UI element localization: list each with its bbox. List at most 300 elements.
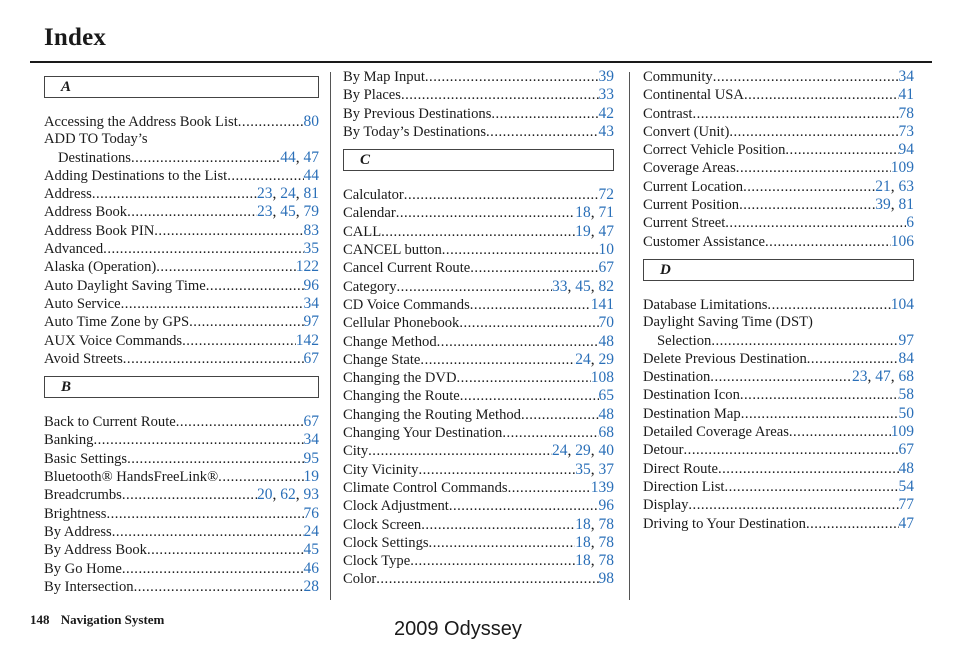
index-entry (643, 496, 914, 514)
page-link[interactable]: 48 (898, 459, 914, 477)
page-refs (899, 123, 915, 140)
section-letter-header: D (643, 259, 914, 281)
index-entry (44, 332, 319, 350)
page-refs (304, 523, 320, 540)
index-entry (44, 523, 319, 541)
index-entry (44, 258, 319, 276)
index-term: AUX Voice Commands (44, 332, 183, 349)
page-refs: 24, 29 (575, 350, 614, 368)
page-link[interactable]: 77 (898, 496, 914, 514)
page-refs (304, 578, 320, 595)
page-link[interactable]: 54 (898, 477, 914, 495)
page-link[interactable]: 109 (890, 159, 914, 177)
page-link[interactable]: 104 (890, 295, 914, 313)
page-link[interactable]: 21 (875, 177, 891, 195)
index-term: Changing the DVD (343, 370, 457, 387)
dot-leader (127, 204, 257, 221)
page-refs (591, 479, 614, 496)
page-refs (899, 86, 915, 103)
index-entry (44, 505, 319, 523)
page-link[interactable]: 95 (303, 449, 319, 467)
index-term: Community (643, 69, 713, 85)
index-term: Coverage Areas (643, 160, 736, 177)
dot-leader (789, 424, 891, 441)
watermark: 2009 Odyssey (394, 618, 522, 640)
index-entry (343, 406, 614, 424)
page-link[interactable]: 34 (898, 68, 914, 85)
dot-leader (437, 334, 599, 351)
page-refs (304, 413, 320, 430)
page-refs (304, 222, 320, 239)
index-entry (643, 123, 914, 141)
dot-leader (176, 414, 304, 431)
index-term: Auto Service (44, 295, 121, 312)
index-entry (343, 333, 614, 351)
index-entry (643, 178, 914, 196)
index-entry (343, 296, 614, 314)
index-entry (643, 405, 914, 423)
index-entry (44, 277, 319, 295)
index-term: CD Voice Commands (343, 296, 470, 313)
index-entry (343, 241, 614, 259)
page-link[interactable]: 19 (575, 222, 591, 240)
dot-leader (227, 168, 303, 185)
index-entry (343, 351, 614, 369)
index-entry (343, 552, 614, 570)
page-link[interactable]: 97 (898, 331, 914, 349)
index-term: Breadcrumbs (44, 487, 122, 504)
index-term: Address Book PIN (44, 222, 155, 239)
dot-leader (156, 259, 296, 276)
dot-leader (739, 197, 875, 214)
index-term: Changing the Route (343, 388, 460, 405)
page-link[interactable]: 48 (598, 332, 614, 350)
page-refs (599, 123, 615, 140)
index-entry (643, 478, 914, 496)
page-link[interactable]: 93 (303, 486, 319, 504)
page-link[interactable]: 73 (898, 122, 914, 140)
dot-leader (418, 462, 575, 479)
page-link[interactable]: 50 (898, 404, 914, 422)
page-refs (304, 277, 320, 294)
page-refs (304, 113, 320, 130)
page-link[interactable]: 18 (575, 552, 591, 570)
page-refs (599, 424, 615, 441)
page-link[interactable]: 65 (598, 387, 614, 405)
page-refs: 39, 81 (875, 196, 914, 214)
page-link[interactable]: 29 (598, 350, 614, 368)
page-link[interactable]: 39 (875, 196, 891, 214)
index-term: City (343, 443, 369, 460)
column-divider (330, 72, 331, 600)
page-refs (899, 105, 915, 122)
page-refs (599, 497, 615, 514)
index-term: Contrast (643, 105, 693, 122)
dot-leader (442, 242, 599, 259)
page-refs (599, 387, 615, 404)
page-link[interactable]: 19 (303, 468, 319, 486)
page-link[interactable]: 10 (598, 241, 614, 259)
index-term: Clock Screen (343, 516, 422, 533)
page-link[interactable]: 67 (303, 413, 319, 431)
dot-leader (692, 106, 898, 123)
column-divider (629, 72, 630, 600)
dot-leader (421, 517, 575, 534)
page-link[interactable]: 28 (303, 577, 319, 595)
index-term: Clock Adjustment (343, 498, 449, 515)
page-link[interactable]: 142 (295, 331, 319, 349)
index-term: Clock Settings (343, 534, 429, 551)
index-term: Banking (44, 432, 94, 449)
index-entry (44, 450, 319, 468)
page-link[interactable]: 122 (295, 258, 319, 276)
page-link[interactable]: 47 (598, 222, 614, 240)
dot-leader (93, 432, 303, 449)
page-refs (599, 186, 615, 203)
page-link[interactable]: 63 (898, 177, 914, 195)
page-link[interactable]: 96 (303, 276, 319, 294)
page-link[interactable]: 96 (598, 497, 614, 515)
page-link[interactable]: 18 (575, 533, 591, 551)
index-entry (44, 185, 319, 203)
dot-leader (713, 69, 899, 86)
page-refs: 18, 78 (575, 552, 614, 570)
index-entry (643, 68, 914, 86)
dot-leader (182, 333, 296, 350)
page-refs (899, 332, 915, 349)
page-link[interactable]: 97 (303, 313, 319, 331)
page-refs (304, 541, 320, 558)
index-term: By Go Home (44, 560, 122, 577)
index-term: Brightness (44, 505, 107, 522)
dot-leader (743, 179, 875, 196)
page-link[interactable]: 46 (303, 559, 319, 577)
dot-leader (122, 561, 304, 578)
index-term: Destination (643, 369, 711, 386)
index-term: Detailed Coverage Areas (643, 424, 789, 441)
dot-leader (368, 443, 552, 460)
index-term: Auto Daylight Saving Time (44, 277, 206, 294)
index-term: Address (44, 186, 92, 203)
page-refs (304, 431, 320, 448)
page-link[interactable]: 67 (303, 349, 319, 367)
page-link[interactable]: 20 (257, 486, 273, 504)
index-term: Destination Icon (643, 387, 740, 404)
page-refs (599, 314, 615, 331)
page-link[interactable]: 141 (590, 295, 614, 313)
page-link[interactable]: 76 (303, 504, 319, 522)
index-term: By Address Book (44, 542, 147, 559)
dot-leader (711, 333, 898, 350)
page-refs: 33, 45, 82 (552, 277, 614, 295)
page-link[interactable]: 47 (898, 514, 914, 532)
dot-leader (147, 542, 304, 559)
dot-leader (521, 407, 599, 424)
page-link[interactable]: 82 (598, 277, 614, 295)
page-link[interactable]: 39 (598, 68, 614, 85)
index-term: By Address (44, 523, 112, 540)
dot-leader (502, 425, 598, 442)
page-link[interactable]: 34 (303, 294, 319, 312)
page-link[interactable]: 62 (280, 486, 296, 504)
index-term: Driving to Your Destination (643, 515, 806, 532)
page-refs (891, 423, 914, 440)
page-link[interactable]: 45 (280, 203, 296, 221)
page-refs (899, 350, 915, 367)
index-term: Correct Vehicle Position (643, 142, 786, 159)
page-link[interactable]: 139 (590, 478, 614, 496)
dot-leader (459, 315, 598, 332)
index-entry (343, 424, 614, 442)
page-link[interactable]: 33 (552, 277, 568, 295)
index-entry (643, 159, 914, 177)
dot-leader (189, 314, 303, 331)
index-term: Current Location (643, 178, 744, 195)
index-entry (643, 423, 914, 441)
page-link[interactable]: 71 (598, 204, 614, 222)
index-term: Address Book (44, 204, 128, 221)
index-entry (343, 534, 614, 552)
page-link[interactable]: 47 (875, 368, 891, 386)
page-link[interactable]: 18 (575, 515, 591, 533)
index-term: Calendar (343, 205, 396, 222)
page-link[interactable]: 58 (898, 386, 914, 404)
page-refs: 24, 29, 40 (552, 442, 614, 460)
section-letter-header: B (44, 376, 319, 398)
title-rule (30, 61, 932, 63)
dot-leader (154, 223, 303, 240)
page-link[interactable]: 24 (280, 185, 296, 203)
page-refs (899, 460, 915, 477)
page-link[interactable]: 40 (598, 442, 614, 460)
page-link[interactable]: 84 (898, 349, 914, 367)
dot-leader (206, 278, 304, 295)
index-entry (643, 86, 914, 104)
page-link[interactable]: 78 (898, 104, 914, 122)
page-refs (599, 570, 615, 587)
index-entry (44, 413, 319, 431)
dot-leader (376, 571, 598, 588)
index-term: Back to Current Route (44, 414, 176, 431)
page-link[interactable]: 68 (898, 368, 914, 386)
page-link[interactable]: 81 (898, 196, 914, 214)
dot-leader (684, 442, 899, 459)
index-entry (44, 203, 319, 221)
index-entry (343, 123, 614, 141)
index-entry (44, 541, 319, 559)
index-entry (44, 240, 319, 258)
dot-leader (741, 406, 899, 423)
dot-leader (134, 579, 304, 596)
index-entry (44, 560, 319, 578)
index-entry (643, 214, 914, 232)
page-refs (296, 258, 319, 275)
page-link[interactable]: 83 (303, 221, 319, 239)
dot-leader (425, 69, 599, 86)
index-term: Auto Time Zone by GPS (44, 314, 190, 331)
page-footer (30, 612, 164, 628)
page-refs (899, 68, 915, 85)
index-term: Delete Previous Destination (643, 350, 807, 367)
page-refs (899, 386, 915, 403)
page-link[interactable]: 6 (906, 214, 914, 232)
page-refs: 20, 62, 93 (257, 486, 319, 504)
page-link[interactable]: 80 (303, 113, 319, 130)
index-term: Basic Settings (44, 450, 128, 467)
dot-leader (740, 387, 899, 404)
index-entry (44, 468, 319, 486)
index-entry (343, 516, 614, 534)
dot-leader (491, 106, 598, 123)
index-term: CANCEL button (343, 242, 442, 259)
page-link[interactable]: 44 (303, 166, 319, 184)
dot-leader (765, 234, 891, 251)
dot-leader (710, 369, 852, 386)
index-entry (643, 386, 914, 404)
index-column-3 (643, 68, 914, 533)
page-refs (891, 296, 914, 313)
page-refs (891, 233, 914, 250)
page-link[interactable]: 48 (598, 405, 614, 423)
index-entry (643, 350, 914, 368)
index-term: Daylight Saving Time (DST) (643, 314, 813, 331)
page-link[interactable]: 68 (598, 424, 614, 442)
index-term: Calculator (343, 187, 404, 204)
page-link[interactable]: 108 (590, 369, 614, 387)
index-term: Detour (643, 442, 684, 459)
page-link[interactable]: 45 (303, 541, 319, 559)
index-term: Convert (Unit) (643, 123, 730, 140)
index-term: Current Street (643, 215, 726, 232)
index-term: Destination Map (643, 405, 741, 422)
index-entry (343, 259, 614, 277)
dot-leader (718, 461, 899, 478)
dot-leader (729, 124, 898, 141)
index-entry (343, 461, 614, 479)
dot-leader (785, 142, 898, 159)
index-term: By Today’s Destinations (343, 123, 487, 140)
dot-leader (457, 370, 591, 387)
page-refs (304, 240, 320, 257)
page-link[interactable]: 24 (303, 522, 319, 540)
page-link[interactable]: 78 (598, 552, 614, 570)
index-entry (643, 141, 914, 159)
dot-leader (218, 469, 303, 486)
index-term: Cancel Current Route (343, 260, 471, 277)
dot-leader (744, 87, 899, 104)
page-link[interactable]: 78 (598, 515, 614, 533)
page-refs: 23, 45, 79 (257, 203, 319, 221)
dot-leader (404, 187, 599, 204)
index-entry (44, 350, 319, 368)
page-refs (304, 505, 320, 522)
page-refs (296, 332, 319, 349)
index-entry (343, 442, 614, 460)
page-link[interactable]: 42 (598, 104, 614, 122)
page-link[interactable]: 47 (303, 148, 319, 166)
dot-leader (103, 241, 303, 258)
index-entry (343, 223, 614, 241)
page-link[interactable]: 24 (575, 350, 591, 368)
page-link[interactable]: 109 (890, 423, 914, 441)
index-entry (44, 578, 319, 596)
index-term: Change Method (343, 333, 437, 350)
page-link[interactable]: 33 (598, 86, 614, 104)
page-link[interactable]: 94 (898, 141, 914, 159)
dot-leader (106, 506, 303, 523)
index-term: City Vicinity (343, 461, 419, 478)
page-link[interactable]: 23 (852, 368, 868, 386)
index-column-1 (44, 68, 319, 596)
dot-leader (397, 279, 553, 296)
page-link[interactable]: 81 (303, 185, 319, 203)
page-link[interactable]: 35 (303, 240, 319, 258)
index-term: Category (343, 278, 397, 295)
page-link[interactable]: 18 (575, 204, 591, 222)
page-link[interactable]: 41 (898, 86, 914, 104)
index-term: By Intersection (44, 578, 134, 595)
index-term: Change State (343, 351, 421, 368)
dot-leader (767, 297, 890, 314)
dot-leader (807, 351, 899, 368)
dot-leader (121, 296, 304, 313)
page-link[interactable]: 45 (575, 277, 591, 295)
dot-leader (470, 297, 591, 314)
page-link[interactable]: 44 (280, 148, 296, 166)
index-term: Adding Destinations to the List (44, 167, 228, 184)
index-entry (343, 387, 614, 405)
dot-leader (122, 487, 257, 504)
page-link[interactable]: 79 (303, 203, 319, 221)
page-title: Index (44, 24, 107, 51)
page-link[interactable]: 43 (598, 122, 614, 140)
index-term: Cellular Phonebook (343, 315, 460, 332)
page-link[interactable]: 29 (575, 442, 591, 460)
index-entry (343, 186, 614, 204)
page-link[interactable]: 34 (303, 431, 319, 449)
index-entry (343, 570, 614, 588)
index-term: Clock Type (343, 553, 411, 570)
index-term: Climate Control Commands (343, 479, 508, 496)
page-link[interactable]: 78 (598, 533, 614, 551)
page-link[interactable]: 35 (575, 460, 591, 478)
page-refs (304, 313, 320, 330)
page-link[interactable]: 67 (898, 441, 914, 459)
page-link[interactable]: 106 (890, 232, 914, 250)
index-entry (44, 167, 319, 185)
index-term-continuation: Selection (657, 332, 712, 349)
index-term: By Map Input (343, 69, 425, 85)
dot-leader (123, 351, 304, 368)
page-link[interactable]: 70 (598, 314, 614, 332)
page-link[interactable]: 23 (257, 185, 273, 203)
page-refs (599, 406, 615, 423)
page-refs (599, 86, 615, 103)
page-link[interactable]: 24 (552, 442, 568, 460)
dot-leader (112, 524, 304, 541)
page-link[interactable]: 67 (598, 259, 614, 277)
page-link[interactable]: 37 (598, 460, 614, 478)
index-entry (343, 105, 614, 123)
dot-leader (131, 150, 280, 167)
page-link[interactable]: 72 (598, 186, 614, 204)
page-link[interactable]: 98 (598, 570, 614, 588)
dot-leader (238, 114, 304, 131)
page-link[interactable]: 23 (257, 203, 273, 221)
dot-leader (429, 535, 576, 552)
index-entry (643, 460, 914, 478)
page-refs: 18, 71 (575, 204, 614, 222)
